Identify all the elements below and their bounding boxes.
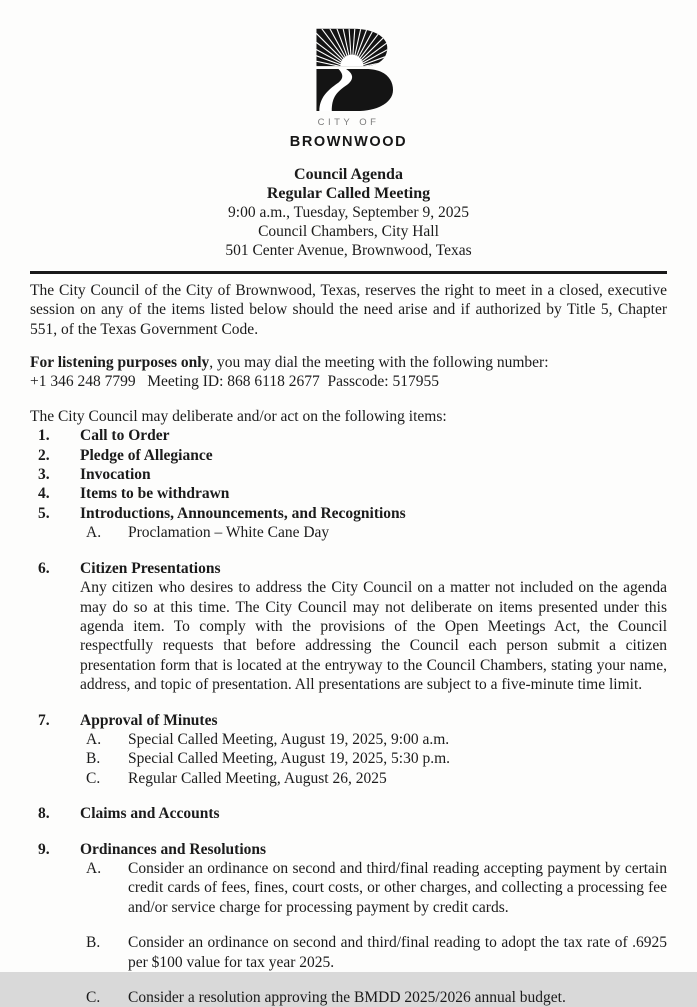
agenda-subitem-text: Consider an ordinance on second and third/final reading accepting payment by certain credit cards of fees, fines, court costs, or other charges, and collecting a processing fee and/or service charge for processing payment by credit cards. xyxy=(128,859,667,916)
brownwood-b-logo-icon xyxy=(296,24,402,112)
agenda-subitem-text: Consider an ordinance on second and third/final reading to adopt the tax rate of .6925 per $100 value for tax year 2025. xyxy=(128,934,667,971)
agenda-subitem-text: Consider a resolution approving the BMDD 2025/2026 annual budget. xyxy=(128,989,566,1006)
agenda-item-title: Citizen Presentations xyxy=(80,559,221,577)
agenda-item xyxy=(30,484,667,503)
agenda-subitem-letter: A. xyxy=(86,730,102,748)
agenda-subitem-letter: B. xyxy=(86,750,101,768)
agenda-item xyxy=(30,559,667,695)
agenda-subitem xyxy=(80,859,667,917)
agenda-list xyxy=(30,426,667,1007)
agenda-subitem-letter: B. xyxy=(86,934,101,952)
agenda-item-content xyxy=(80,426,667,445)
agenda-subitems xyxy=(80,730,667,788)
listening-notice xyxy=(30,353,667,372)
agenda-item xyxy=(30,465,667,484)
agenda-subitem xyxy=(80,769,667,788)
agenda-item xyxy=(30,711,667,789)
agenda-item-content xyxy=(80,804,667,823)
agenda-item xyxy=(30,504,667,543)
agenda-subitems xyxy=(80,859,667,1007)
agenda-subitem-letter: A. xyxy=(86,859,102,877)
agenda-item-number: 6. xyxy=(38,559,50,577)
brownwood-label: BROWNWOOD xyxy=(289,134,408,151)
city-of-label: CITY OF xyxy=(317,117,380,128)
agenda-subitem xyxy=(80,523,667,542)
agenda-item-number: 7. xyxy=(38,711,50,729)
agenda-subitem-letter: C. xyxy=(86,989,101,1006)
agenda-item-title: Approval of Minutes xyxy=(80,711,218,729)
agenda-subitem xyxy=(80,933,667,972)
page-title: Council Agenda xyxy=(294,165,403,183)
agenda-item-title: Claims and Accounts xyxy=(80,805,220,823)
agenda-item-number: 2. xyxy=(38,446,50,464)
agenda-item-title: Introductions, Announcements, and Recognitions xyxy=(80,504,406,522)
agenda-item-content xyxy=(80,446,667,465)
agenda-item-title: Pledge of Allegiance xyxy=(80,446,213,464)
deliberate-note: The City Council may deliberate and/or act on the following items: xyxy=(30,407,447,425)
agenda-item-content xyxy=(80,559,667,695)
agenda-item xyxy=(30,804,667,823)
agenda-item-content xyxy=(80,711,667,789)
agenda-item-number: 4. xyxy=(38,485,50,503)
agenda-subitem-text: Proclamation – White Cane Day xyxy=(128,524,330,542)
agenda-subitem xyxy=(80,749,667,768)
agenda-item-number: 8. xyxy=(38,805,50,823)
agenda-item-number: 5. xyxy=(38,504,50,522)
agenda-item-number: 1. xyxy=(38,427,50,445)
meeting-subtitle: Regular Called Meeting xyxy=(266,184,431,202)
agenda-subitem-text: Special Called Meeting, August 19, 2025, 5:30 p.m. xyxy=(128,750,451,768)
agenda-subitem-letter: C. xyxy=(86,769,101,787)
agenda-item-number: 3. xyxy=(38,466,50,484)
agenda-subitem-letter: A. xyxy=(86,524,102,542)
listening-notice-rest: , you may dial the meeting with the following number: xyxy=(209,354,549,372)
city-logo xyxy=(30,24,667,153)
agenda-subitem-text: Regular Called Meeting, August 26, 2025 xyxy=(128,769,387,787)
agenda-item-content xyxy=(80,504,667,543)
meeting-header xyxy=(30,165,667,260)
agenda-item-title: Invocation xyxy=(80,466,151,484)
agenda-item-title: Items to be withdrawn xyxy=(80,485,230,503)
agenda-item-title: Call to Order xyxy=(80,427,170,445)
agenda-item-body: Any citizen who desires to address the City Council on a matter not included on the agenda may do so at this time. The City Council may not deliberate on items presented under this agenda item. To comply with the provisions of the Open Meetings Act, the Council respectfully requests that before addressing the Council each person submit a citizen presentation form that is located at the entryway to the Council Chambers, stating your name, address, and topic of presentation. All presentations are subject to a five-minute time limit. xyxy=(80,579,667,694)
agenda-item xyxy=(30,446,667,465)
meeting-datetime: 9:00 a.m., Tuesday, September 9, 2025 xyxy=(228,203,469,221)
agenda-subitems xyxy=(80,523,667,542)
agenda-item xyxy=(30,426,667,445)
listening-notice-bold: For listening purposes only xyxy=(30,354,210,372)
agenda-item-number: 9. xyxy=(38,840,50,858)
agenda-item-title: Ordinances and Resolutions xyxy=(80,840,267,858)
agenda-item-content xyxy=(80,840,667,1007)
agenda-subitem xyxy=(80,730,667,749)
meeting-location: Council Chambers, City Hall xyxy=(258,222,439,240)
agenda-item-content xyxy=(80,484,667,503)
agenda-item xyxy=(30,840,667,1007)
agenda-item-content xyxy=(80,465,667,484)
agenda-subitem xyxy=(80,988,667,1007)
header-divider xyxy=(30,271,667,274)
meeting-address: 501 Center Avenue, Brownwood, Texas xyxy=(225,241,472,259)
dial-info: +1 346 248 7799 Meeting ID: 868 6118 2677 Passcode: 517955 xyxy=(30,373,439,391)
executive-session-notice: The City Council of the City of Brownwood, Texas, reserves the right to meet in a closed, executive session on any of the items listed below should the need arise and if authorized by Title 5, Chapter 551, of the Texas Government Code. xyxy=(30,281,667,338)
agenda-subitem-text: Special Called Meeting, August 19, 2025, 9:00 a.m. xyxy=(128,730,450,748)
